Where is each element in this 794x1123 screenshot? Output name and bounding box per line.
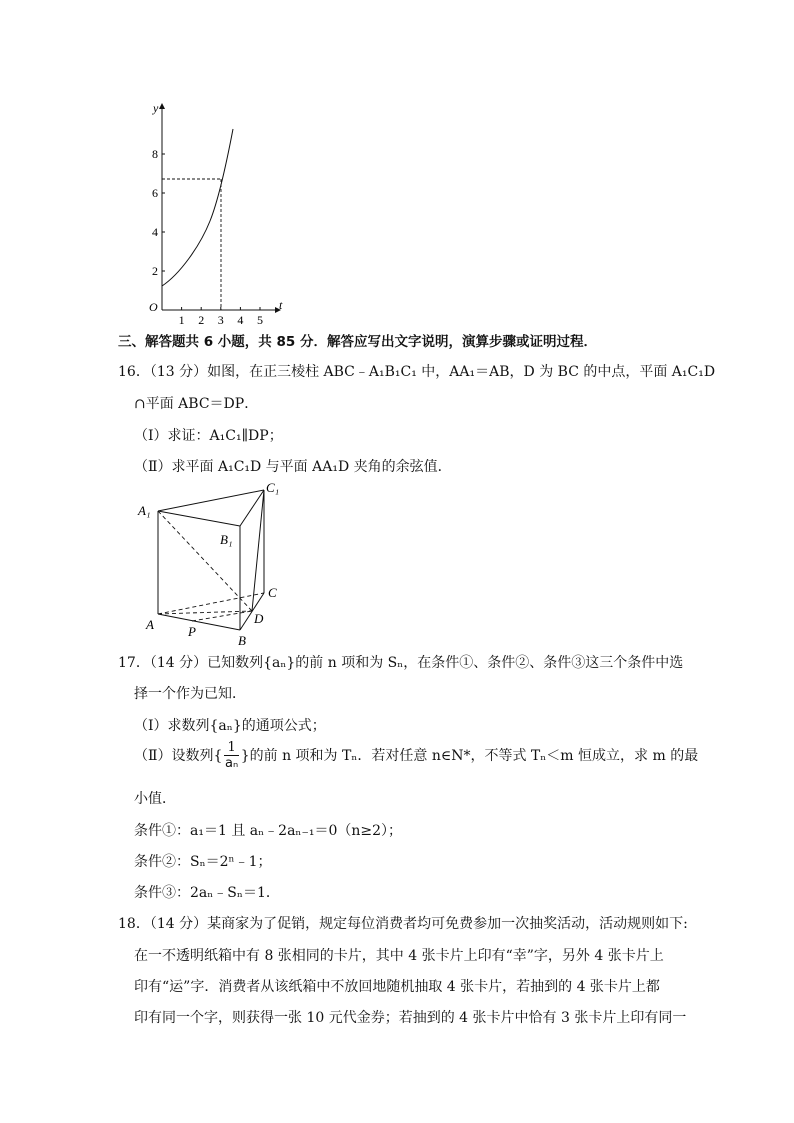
q17-cond1: 条件①：a₁＝1 且 aₙ﹣2aₙ₋₁＝0（n≥2）； xyxy=(134,823,403,839)
label-A1: A₁ xyxy=(138,503,151,518)
x-tick-label: 5 xyxy=(257,313,263,326)
q18-line2: 在一不透明纸箱中有 8 张相同的卡片，其中 4 张卡片上印有“幸”字，另外 4 张卡片上 xyxy=(134,948,664,964)
label-B: B xyxy=(238,633,246,648)
q17-part2-post: }的前 n 项和为 Tₙ．若对任意 n∈N*，不等式 Tₙ＜m 恒成立，求 m 的最 xyxy=(240,748,699,764)
q17-cond3: 条件③：2aₙ﹣Sₙ＝1． xyxy=(134,885,280,901)
x-axis-label: t xyxy=(279,298,283,312)
fraction xyxy=(224,740,238,772)
y-tick-label: 6 xyxy=(152,186,158,200)
y-tick-label: 4 xyxy=(152,225,158,239)
edge-A1C1 xyxy=(158,490,264,511)
label-P: P xyxy=(188,624,196,639)
y-axis-label: y xyxy=(153,101,159,115)
label-B1: B₁ xyxy=(220,532,233,547)
origin-label: O xyxy=(149,300,158,314)
q16-part1: （Ⅰ）求证：A₁C₁∥DP； xyxy=(134,428,283,444)
x-tick-label: 1 xyxy=(178,313,185,326)
q17-part2 xyxy=(134,740,698,772)
q17-part2-line2: 小值． xyxy=(134,791,176,807)
x-tick-label: 2 xyxy=(198,313,205,326)
q17-line1: 17．（14 分）已知数列{aₙ}的前 n 项和为 Sₙ，在条件①、条件②、条件③这三个条件中选 xyxy=(118,655,684,671)
q17-cond2: 条件②：Sₙ＝2ⁿ﹣1； xyxy=(134,854,272,870)
x-tick-label: 3 xyxy=(217,313,224,326)
function-curve xyxy=(162,129,233,286)
y-tick-label: 8 xyxy=(152,147,158,161)
label-C: C xyxy=(268,585,277,600)
prism-diagram xyxy=(134,478,294,650)
q16-line2: ∩平面 ABC＝DP． xyxy=(134,396,259,412)
function-graph xyxy=(140,96,300,326)
label-C1: C₁ xyxy=(266,480,280,495)
q17-part1: （Ⅰ）求数列{aₙ}的通项公式； xyxy=(134,718,326,734)
q17-line2: 择一个作为已知． xyxy=(134,686,246,702)
edge-C1D xyxy=(252,490,264,611)
q16-line1: 16．（13 分）如图，在正三棱柱 ABC﹣A₁B₁C₁ 中，AA₁＝AB，D 为 BC 的中点，平面 A₁C₁D xyxy=(118,364,716,380)
fraction-denominator: aₙ xyxy=(225,756,239,771)
section3-heading: 三、解答题共 6 小题，共 85 分．解答应写出文字说明，演算步骤或证明过程． xyxy=(118,334,597,350)
label-A: A xyxy=(146,617,154,632)
q17-part2-pre: （Ⅱ）设数列{ xyxy=(134,748,223,764)
label-D: D xyxy=(254,611,264,626)
edge-B1C1 xyxy=(240,490,264,526)
fraction-numerator: 1 xyxy=(224,740,238,756)
q16-part2: （Ⅱ）求平面 A₁C₁D 与平面 AA₁D 夹角的余弦值． xyxy=(134,459,452,475)
x-tick-label: 4 xyxy=(237,313,244,326)
y-tick-label: 2 xyxy=(152,264,158,278)
q18-line3: 印有“运”字．消费者从该纸箱中不放回地随机抽取 4 张卡片，若抽到的 4 张卡片上都 xyxy=(134,979,660,995)
q18-line1: 18．（14 分）某商家为了促销，规定每位消费者均可免费参加一次抽奖活动，活动规则如下: xyxy=(118,916,688,932)
edge-AB xyxy=(158,614,240,630)
q18-line4: 印有同一个字，则获得一张 10 元代金券；若抽到的 4 张卡片中恰有 3 张卡片上印有同一 xyxy=(134,1010,687,1026)
edge-AC-hidden xyxy=(158,593,264,614)
